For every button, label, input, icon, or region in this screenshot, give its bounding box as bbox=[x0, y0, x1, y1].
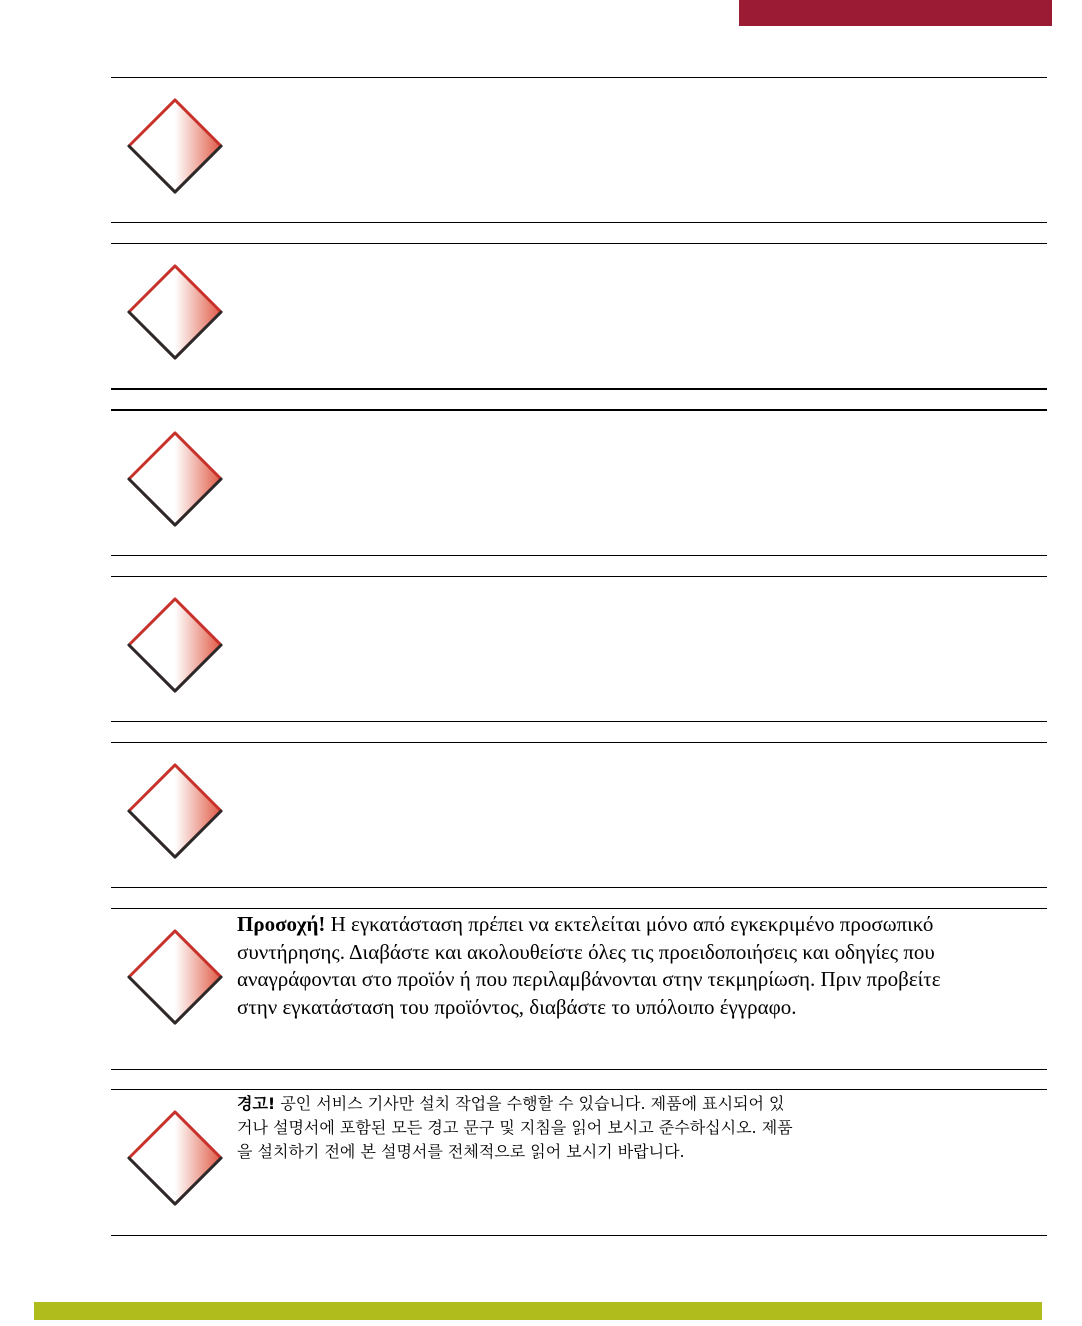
warning-diamond-icon bbox=[126, 596, 224, 694]
block-bottom-rule bbox=[111, 1069, 1047, 1070]
block-top-rule bbox=[111, 576, 1047, 577]
block-bottom-rule bbox=[111, 721, 1047, 722]
warning-diamond-icon bbox=[126, 263, 224, 361]
block-bottom-rule bbox=[111, 887, 1047, 888]
block-bottom-rule bbox=[111, 555, 1047, 556]
warning-diamond-icon bbox=[126, 430, 224, 528]
block-bottom-rule bbox=[111, 222, 1047, 223]
block-bottom-rule bbox=[111, 388, 1047, 390]
block-bottom-rule bbox=[111, 1235, 1047, 1236]
warning-message-greek: Προσοχή! Η εγκατάσταση πρέπει να εκτελείται μόνο από εγκεκριμένο προσωπικό συντήρησης. Διαβάστε και ακολουθείστε όλες τις προειδοποιήσεις και οδηγίες που αναγράφονται στο προϊόν ή που περιλαμβάνονται στην τεκμηρίωση. Πριν προβείτε στην εγκατάσταση του προϊόντος, διαβάστε το υπόλοιπο έγγραφο. bbox=[237, 912, 941, 1019]
block-top-rule bbox=[111, 77, 1047, 78]
warning-diamond-icon bbox=[126, 928, 224, 1026]
block-top-rule bbox=[111, 409, 1047, 411]
warning-diamond-icon bbox=[126, 762, 224, 860]
warning-message-korean: 경고! 공인 서비스 기사만 설치 작업을 수행할 수 있습니다. 제품에 표시되어 있거나 설명서에 포함된 모든 경고 문구 및 지침을 읽어 보시고 준수하십시오. 제품을 설치하기 전에 본 설명서를 전체적으로 읽어 보시기 바랍니다. bbox=[237, 1094, 793, 1161]
warning-diamond-icon bbox=[126, 97, 224, 195]
block-top-rule bbox=[111, 908, 1047, 909]
footer-accent-bar bbox=[34, 1302, 1042, 1320]
block-top-rule bbox=[111, 243, 1047, 244]
warning-diamond-icon bbox=[126, 1109, 224, 1207]
block-top-rule bbox=[111, 1089, 1047, 1090]
block-top-rule bbox=[111, 742, 1047, 743]
header-accent-bar bbox=[739, 0, 1052, 26]
